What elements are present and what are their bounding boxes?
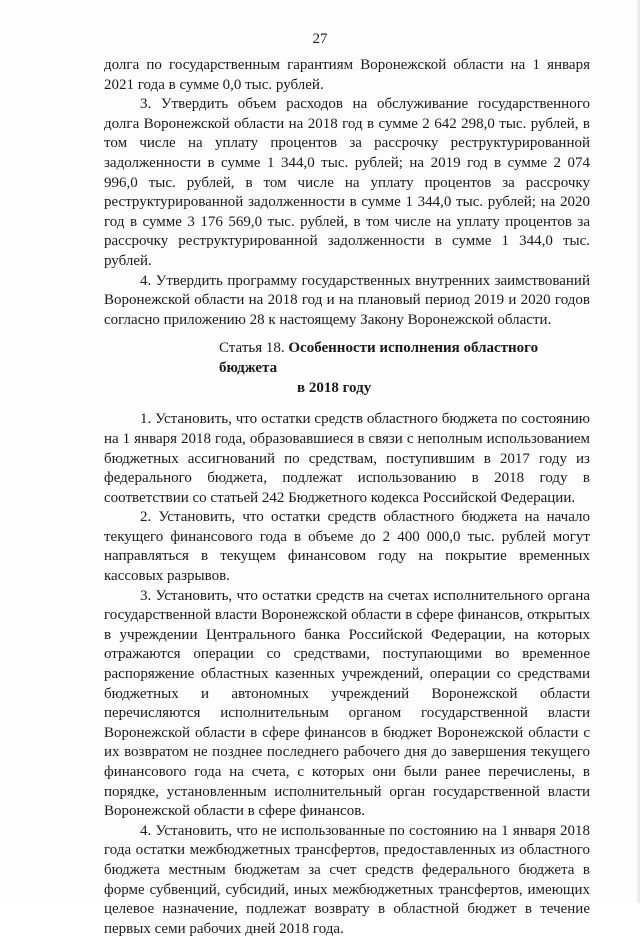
article-heading [104,338,590,398]
page-number: 27 [312,31,328,47]
article-title-line1: Особенности исполнения областного бюджета [219,340,539,377]
article-paragraph-2: 2. Установить, что остатки средств областного бюджета на начало текущего финансового года в объеме до 2 400 000,0 тыс. рублей могут направляться в текущем финансовом году на покрытие временных кассовых разрывов. [104,509,590,585]
article-title-line2: в 2018 году [297,380,372,397]
paragraph-item-3: 3. Утвердить объем расходов на обслуживание государственного долга Воронежской области на 2018 год в сумме 2 642 298,0 тыс. рублей, в том числе на уплату процентов за рассрочку реструктурированной задолженности в сумме 1 344,0 тыс. рублей; на 2019 год в сумме 2 074 996,0 тыс. рублей, в том числе на уплату процентов за рассрочку реструктурированной задолженности в сумме 1 344,0 тыс. рублей; на 2020 год в сумме 3 176 569,0 тыс. рублей, в том числе на уплату процентов за рассрочку реструктурированной задолженности в сумме 1 344,0 тыс. рублей. [104,96,590,269]
paragraph-continuation: долга по государственным гарантиям Воронежской области на 1 января 2021 года в сумме 0,0 тыс. рублей. [104,57,590,93]
document-body [104,56,590,939]
paragraph-item-4: 4. Утвердить программу государственных внутренних заимствований Воронежской области на 2018 год и на плановый период 2019 и 2020 годов согласно приложению 28 к настоящему Закону Воронежской области. [104,272,590,328]
article-paragraph-4: 4. Установить, что не использованные по состоянию на 1 января 2018 года остатки межбюджетных трансфертов, предоставленных из областного бюджета местным бюджетам за счет средств федерального бюджета в форме субвенций, субсидий, иных межбюджетных трансфертов, имеющих целевое назначение, подлежат возврату в областной бюджет в течение первых семи рабочих дней 2018 года. [104,822,590,937]
article-paragraph-1: 1. Установить, что остатки средств областного бюджета по состоянию на 1 января 2018 года, образовавшиеся в связи с неполным использованием бюджетных ассигнований по средствам, поступившим в 2017 году из федерального бюджета, подлежат использованию в 2018 году в соответствии со статьей 242 Бюджетного кодекса Российской Федерации. [104,411,590,506]
article-paragraph-3: 3. Установить, что остатки средств на счетах исполнительного органа государственной власти Воронежской области в сфере финансов, открытых в учреждении Центрального банка Российской Федерации, на которых отражаются операции со средствами, поступающими во временное распоряжение областных казенных учреждений, операции со средствами бюджетных и автономных учреждений Воронежской области перечисляются исполнительным органом государственной власти Воронежской области в сфере финансов в бюджет Воронежской области с их возвратом не позднее последнего рабочего дня до завершения текущего финансового года на счета, с которых они были ранее перечислены, в порядке, установленным исполнительный орган государственной власти Воронежской области в сфере финансов. [104,587,590,820]
article-label: Статья 18. [219,340,285,357]
